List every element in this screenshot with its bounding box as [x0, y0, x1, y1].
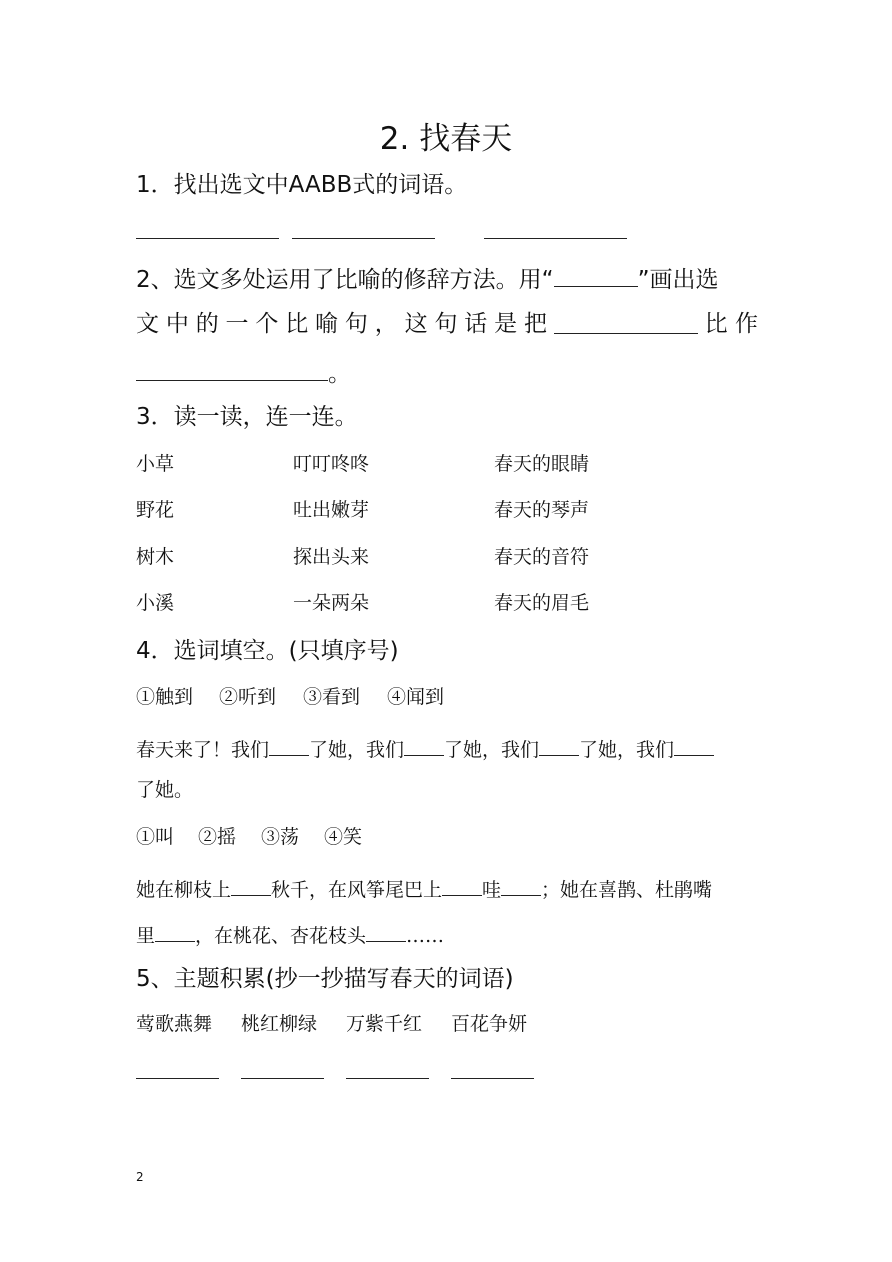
answer-blank	[366, 917, 406, 942]
char: 喻	[315, 311, 339, 337]
answer-blank	[501, 871, 541, 896]
matching-item: 吐出嫩芽	[293, 499, 370, 521]
char: 这	[404, 311, 428, 337]
answer-blank	[539, 731, 579, 756]
page-number: 2	[136, 1170, 144, 1184]
matching-item: 小草	[136, 453, 175, 475]
answer-blank	[442, 871, 482, 896]
question-2-text: 。	[328, 361, 351, 387]
question-2-line-2	[136, 309, 758, 339]
sentence-text: 了她，我们	[309, 739, 405, 761]
spring-word: 桃红柳绿	[241, 1013, 318, 1035]
matching-item: 小溪	[136, 592, 175, 614]
sentence-text: 了她，我们	[579, 739, 675, 761]
question-1-label: 1．找出选文中AABB式的词语。	[136, 172, 468, 198]
matching-item: 春天的音符	[494, 546, 590, 568]
char: 句	[344, 311, 368, 337]
fill-sentence	[136, 871, 712, 903]
option-item: ①触到	[136, 686, 194, 708]
char: 把	[523, 311, 547, 337]
option-item: ③看到	[303, 686, 361, 708]
spring-word: 百花争妍	[451, 1013, 528, 1035]
spring-word: 万紫千红	[346, 1013, 423, 1035]
char: 的	[195, 311, 219, 337]
matching-item: 一朵两朵	[293, 592, 370, 614]
answer-blank	[231, 871, 271, 896]
matching-item: 春天的琴声	[494, 499, 590, 521]
sentence-text: 了她，我们	[444, 739, 540, 761]
sentence-text: ；她在喜鹊、杜鹃嘴	[541, 879, 713, 901]
answer-line	[136, 1078, 219, 1079]
question-4-label: 4．选词填空。(只填序号)	[136, 638, 399, 664]
char: 是	[494, 311, 518, 337]
char: 个	[255, 311, 279, 337]
option-item: ①叫	[136, 826, 175, 848]
answer-blank	[269, 731, 309, 756]
answer-line	[484, 238, 627, 239]
sentence-text: 她在柳枝上	[136, 879, 232, 901]
question-2-line-1	[136, 262, 718, 295]
answer-blank	[404, 731, 444, 756]
answer-blank	[554, 309, 698, 334]
fill-sentence	[136, 917, 444, 949]
question-2-text: 2、选文多处运用了比喻的修辞方法。用“	[136, 267, 554, 293]
matching-item: 野花	[136, 499, 175, 521]
sentence-text: ……	[406, 925, 445, 947]
matching-item: 春天的眼睛	[494, 453, 590, 475]
answer-blank	[674, 731, 714, 756]
answer-line	[346, 1078, 429, 1079]
question-2-line-3	[136, 356, 351, 389]
question-3-label: 3．读一读，连一连。	[136, 404, 358, 430]
char: 一	[225, 311, 249, 337]
answer-line	[241, 1078, 324, 1079]
answer-blank	[136, 356, 328, 381]
fill-sentence	[136, 731, 714, 763]
option-item: ②摇	[198, 826, 237, 848]
sentence-text: 里	[136, 925, 156, 947]
option-item: ②听到	[219, 686, 277, 708]
spring-word: 莺歌燕舞	[136, 1013, 213, 1035]
char: 话	[464, 311, 488, 337]
option-item: ④笑	[324, 826, 363, 848]
sentence-text: 秋千，在风筝尾巴上	[271, 879, 443, 901]
question-2-text: ”画出选	[637, 267, 719, 293]
sentence-text: 了她。	[136, 779, 194, 801]
option-item: ③荡	[261, 826, 300, 848]
matching-item: 春天的眉毛	[494, 592, 590, 614]
page-title: 2. 找春天	[379, 121, 513, 157]
sentence-text: 春天来了！我们	[136, 739, 270, 761]
question-2-text: 比 作	[704, 311, 758, 337]
sentence-text: 哇	[482, 879, 502, 901]
char: 句	[434, 311, 458, 337]
matching-item: 叮叮咚咚	[293, 453, 370, 475]
answer-blank	[155, 917, 195, 942]
answer-line	[292, 238, 435, 239]
char: 文	[136, 311, 159, 337]
matching-item: 探出头来	[293, 546, 370, 568]
char: 中	[165, 311, 189, 337]
answer-line	[136, 238, 279, 239]
option-item: ④闻到	[387, 686, 445, 708]
question-5-label: 5、主题积累(抄一抄描写春天的词语)	[136, 966, 514, 992]
char: 比	[285, 311, 309, 337]
matching-item: 树木	[136, 546, 175, 568]
answer-line	[451, 1078, 534, 1079]
sentence-text: ，在桃花、杏花枝头	[195, 925, 367, 947]
char: ，	[374, 311, 398, 337]
underline-sample	[554, 262, 638, 287]
